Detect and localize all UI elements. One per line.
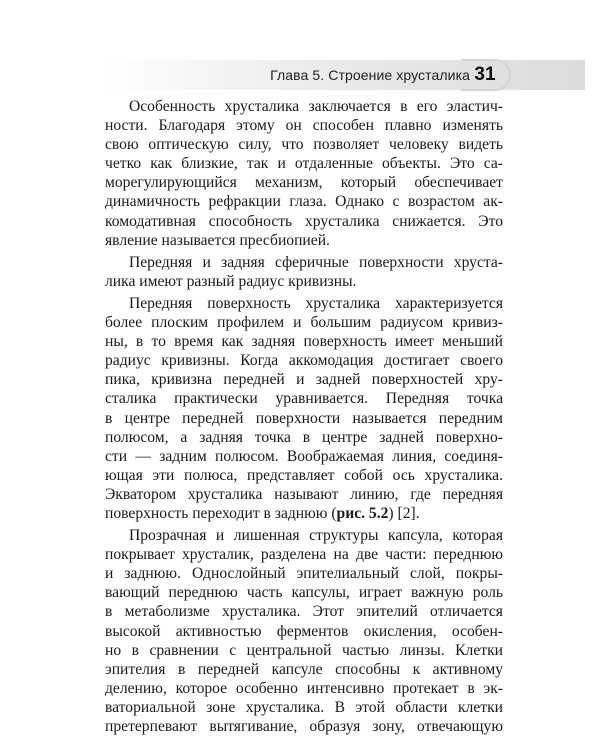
text-line: комодативная способность хрусталика снижается. Это: [105, 212, 503, 230]
running-head: Глава 5. Строение хрусталика: [270, 67, 470, 83]
page-number: 31: [461, 59, 511, 91]
text-line: динамичность рефракции глаза. Однако с возрастом ак-: [105, 193, 503, 211]
text-line: и заднюю. Однослойный эпителиальный слой, покры-: [105, 565, 503, 583]
text-line: более плоским профилем и большим радиусом кривиз-: [105, 314, 503, 332]
text-line: вающий переднюю часть капсулы, играет важную роль: [105, 584, 503, 602]
paragraph-capsule: [105, 526, 503, 736]
text-line: ности. Благодаря этому он способен плавно изменять: [105, 117, 503, 135]
text-line: Особенность хрусталика заключается в его эластич-: [129, 98, 503, 115]
text-line: ваториальной зоне хрусталика. В этой области клетки: [105, 698, 503, 716]
citation-reference: ) [2].: [388, 504, 420, 522]
text-line: Экватором хрусталика называют линию, где передняя: [105, 485, 503, 503]
paragraph-poles: [105, 294, 503, 523]
text-line: сталика практически уравнивается. Передняя точка: [105, 390, 503, 408]
body-text: [105, 97, 503, 739]
text-line: морегулирующийся механизм, который обеспечивает: [105, 174, 503, 192]
text-line: радиус кривизны. Когда аккомодация достигает своего: [105, 352, 503, 370]
text-line: претерпевают вытягивание, образуя зону, отвечающую: [105, 718, 503, 735]
text-line: эпителия в передней капсуле способны к активному: [105, 660, 503, 678]
text-line: явление называется пресбиопией.: [105, 231, 330, 249]
paragraph-elasticity: [105, 97, 503, 250]
text-line: сти — задним полюсом. Воображаемая линия, соединя-: [105, 447, 503, 465]
text-line: пика, кривизна передней и задней поверхностей хру-: [105, 371, 503, 389]
text-line: делению, которое особенно интенсивно протекает в эк-: [105, 679, 503, 697]
text-segment: поверхность переходит в заднюю (: [105, 504, 337, 522]
text-line: покрывает хрусталик, разделена на две части: переднюю: [105, 546, 503, 564]
text-line: ны, в то время как задняя поверхность имеет меньший: [105, 333, 503, 351]
text-line: в метаболизме хрусталика. Этот эпителий отличается: [105, 603, 503, 621]
text-line: Передняя поверхность хрусталика характеризуется: [129, 294, 503, 312]
figure-reference: рис. 5.2: [336, 504, 389, 522]
paragraph-surfaces: [105, 253, 503, 291]
text-line: четко как близкие, так и отдаленные объекты. Это са-: [105, 155, 503, 173]
text-line: в центре передней поверхности называется передним: [105, 409, 503, 427]
text-line: Прозрачная и лишенная структуры капсула, которая: [129, 527, 503, 545]
text-line: ющая эти полюса, представляет собой ось хрусталика.: [105, 466, 503, 484]
text-line: лика имеют разный радиус кривизны.: [105, 272, 357, 290]
text-line: свою оптическую силу, что позволяет человеку видеть: [105, 136, 503, 154]
text-line: полюсом, а задняя точка в центре задней поверхно-: [105, 428, 503, 446]
text-line: но в сравнении с центральной частью линзы. Клетки: [105, 641, 503, 659]
text-line: высокой активностью ферментов окисления, особен-: [105, 622, 503, 640]
text-line: Передняя и задняя сферичные поверхности хруста-: [129, 253, 503, 271]
text-line-with-figure-ref: [105, 504, 503, 523]
